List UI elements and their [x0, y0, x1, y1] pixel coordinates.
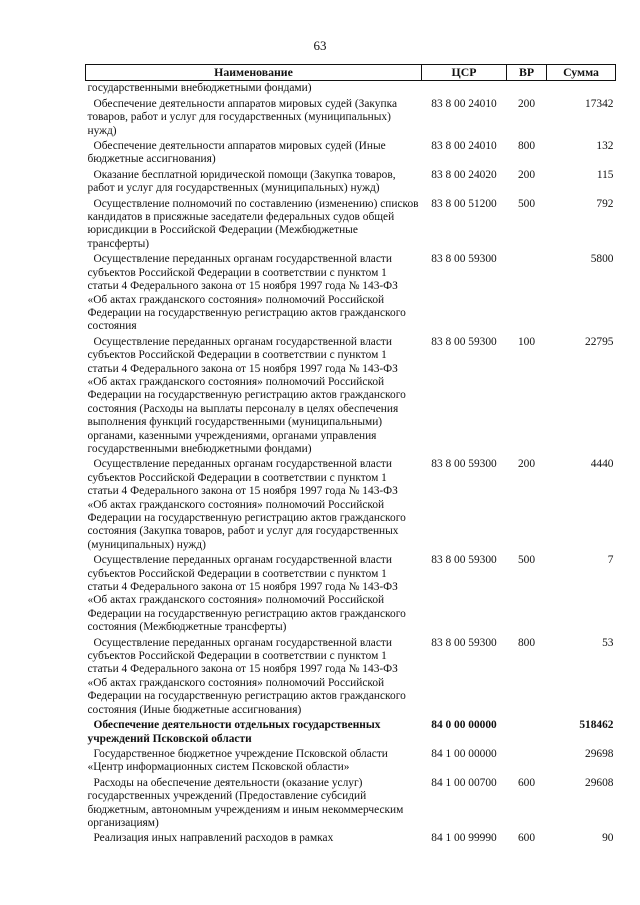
table-row	[86, 718, 616, 747]
cell-vr: 800	[517, 636, 536, 649]
page-number: 63	[313, 38, 327, 53]
cell-csr: 83 8 00 24010	[431, 97, 497, 110]
table-row	[86, 97, 616, 139]
cell-name: Расходы на обеспечение деятельности (оказание услуг) государственных учреждений (Предоставление субсидий бюджетным, автономным учреждениям и иным некоммерческим организациям)	[87, 776, 404, 829]
cell-csr: 84 0 00 00000	[431, 719, 497, 732]
table-row	[86, 747, 616, 776]
cell-csr: 83 8 00 59300	[431, 636, 497, 649]
table-row	[86, 335, 616, 458]
header-csr: ЦСР	[422, 65, 507, 81]
header-name: Наименование	[86, 65, 422, 81]
cell-name: Осуществление переданных органам государственной власти субъектов Российской Федерации в соответствии с пунктом 1 статьи 4 Федерального закона от 15 ноября 1997 года № 143-ФЗ «Об актах гражданского состояния» полномочий Российской Федерации на государственную регистрацию актов гражданского состояния (Расходы на выплаты персоналу в целях обеспечения выполнения функций государственными (муниципальными) органами, казенными учреждениями, органами управления государственными внебюджетными фондами)	[87, 335, 406, 455]
cell-csr: 84 1 00 99990	[431, 832, 497, 845]
cell-csr: 83 8 00 59300	[431, 253, 497, 266]
cell-csr: 83 8 00 59300	[431, 335, 497, 348]
table-row	[86, 831, 616, 846]
cell-sum: 29698	[585, 747, 614, 760]
cell-name: Осуществление переданных органам государственной власти субъектов Российской Федерации в соответствии с пунктом 1 статьи 4 Федерального закона от 15 ноября 1997 года № 143-ФЗ «Об актах гражданского состояния» полномочий Российской Федерации на государственную регистрацию актов гражданского состояния (Иные бюджетные ассигнования)	[87, 636, 406, 716]
cell-sum: 7	[607, 554, 614, 567]
table-row	[86, 197, 616, 253]
cell-vr: 200	[517, 97, 536, 110]
table-row	[86, 168, 616, 197]
cell-sum: 4440	[590, 458, 614, 471]
cell-vr	[507, 252, 547, 334]
cell-name: Осуществление переданных органам государственной власти субъектов Российской Федерации в соответствии с пунктом 1 статьи 4 Федерального закона от 15 ноября 1997 года № 143-ФЗ «Об актах гражданского состояния» полномочий Российской Федерации на государственную регистрацию актов гражданского состояния	[87, 253, 406, 333]
table-row	[86, 636, 616, 718]
cell-vr: 100	[517, 335, 536, 348]
cell-name: государственными внебюджетными фондами)	[87, 82, 312, 95]
cell-name: Обеспечение деятельности аппаратов мировых судей (Иные бюджетные ассигнования)	[87, 140, 386, 166]
header-vr: ВР	[507, 65, 547, 81]
cell-csr: 83 8 00 51200	[431, 197, 497, 210]
cell-vr	[507, 81, 547, 97]
cell-vr	[507, 747, 547, 776]
cell-vr: 200	[517, 458, 536, 471]
cell-csr: 83 8 00 59300	[431, 554, 497, 567]
cell-name: Осуществление переданных органам государственной власти субъектов Российской Федерации в соответствии с пунктом 1 статьи 4 Федерального закона от 15 ноября 1997 года № 143-ФЗ «Об актах гражданского состояния» полномочий Российской Федерации на государственную регистрацию актов гражданского состояния (Закупка товаров, работ и услуг для государственных (муниципальных) нужд)	[87, 458, 406, 551]
table-header-row	[86, 65, 616, 81]
cell-name: Реализация иных направлений расходов в рамках	[93, 832, 334, 845]
cell-sum: 792	[596, 197, 614, 210]
budget-table	[85, 64, 616, 847]
cell-vr: 600	[517, 776, 536, 789]
cell-csr: 84 1 00 00000	[431, 747, 497, 760]
table-row	[86, 81, 616, 97]
cell-sum: 53	[602, 636, 614, 649]
table-row	[86, 776, 616, 832]
cell-sum: 29608	[585, 776, 614, 789]
cell-csr: 83 8 00 59300	[431, 458, 497, 471]
table-row	[86, 139, 616, 168]
cell-name: Осуществление переданных органам государственной власти субъектов Российской Федерации в соответствии с пунктом 1 статьи 4 Федерального закона от 15 ноября 1997 года № 143-ФЗ «Об актах гражданского состояния» полномочий Российской Федерации на государственную регистрацию актов гражданского состояния (Межбюджетные трансферты)	[87, 554, 406, 634]
cell-vr: 500	[517, 554, 536, 567]
cell-sum: 132	[596, 140, 614, 153]
cell-name: Обеспечение деятельности аппаратов мировых судей (Закупка товаров, работ и услуг для государственных (муниципальных) нужд)	[87, 97, 398, 137]
cell-name: Обеспечение деятельности отдельных государственных учреждений Псковской области	[87, 719, 381, 745]
cell-csr: 83 8 00 24010	[431, 140, 497, 153]
cell-vr: 500	[517, 197, 536, 210]
cell-sum: 22795	[585, 335, 614, 348]
table-body	[86, 81, 616, 847]
cell-vr: 600	[517, 832, 536, 845]
cell-sum	[547, 81, 616, 97]
table-row	[86, 457, 616, 553]
cell-csr: 84 1 00 00700	[431, 776, 497, 789]
cell-sum: 518462	[579, 719, 614, 732]
cell-vr: 200	[517, 168, 536, 181]
cell-csr	[422, 81, 507, 97]
cell-sum: 5800	[590, 253, 614, 266]
table-row	[86, 252, 616, 334]
cell-sum: 115	[596, 168, 614, 181]
cell-sum: 17342	[585, 97, 614, 110]
cell-csr: 83 8 00 24020	[431, 168, 497, 181]
header-sum: Сумма	[547, 65, 616, 81]
table-row	[86, 553, 616, 635]
cell-vr	[507, 718, 547, 747]
cell-vr: 800	[517, 140, 536, 153]
cell-name: Государственное бюджетное учреждение Псковской области «Центр информационных систем Псковской области»	[87, 747, 388, 774]
cell-name: Оказание бесплатной юридической помощи (Закупка товаров, работ и услуг для государственных (муниципальных) нужд)	[87, 168, 396, 195]
cell-sum: 90	[602, 832, 614, 845]
cell-name: Осуществление полномочий по составлению (изменению) списков кандидатов в присяжные заседатели федеральных судов общей юрисдикции в Российской Федерации (Межбюджетные трансферты)	[87, 197, 419, 250]
